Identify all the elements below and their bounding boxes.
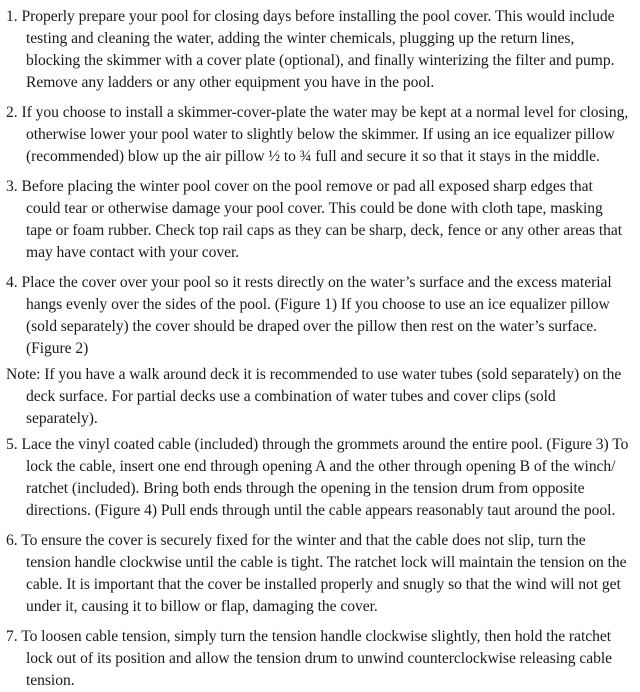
step-text: To ensure the cover is securely fixed for the winter and that the cable does not slip, turn the tension handle clockwise until the cable is tight. The ratchet lock will maintain the tension on the cable. It is important that the cover be installed properly and snugly so that the wind will not get under it, causing it to billow or flap, damaging the cover. (21, 532, 627, 615)
step-number: 5. (6, 436, 18, 453)
instruction-step-5 (6, 434, 630, 522)
instruction-step-2 (6, 102, 630, 168)
step-number: 4. (6, 274, 18, 291)
step-text: Lace the vinyl coated cable (included) through the grommets around the entire pool. (Figure 3) To lock the cable, insert one end through opening A and the other through opening B of the winch/ ratchet (included). Bring both ends through the opening in the tension drum from opposite directions. (Figure 4) Pull ends through until the cable appears reasonably taut around the pool. (21, 436, 629, 519)
note-label: Note: (6, 366, 41, 383)
step-number: 2. (6, 104, 18, 121)
instruction-step-7 (6, 626, 630, 692)
step-text: Before placing the winter pool cover on the pool remove or pad all exposed sharp edges that could tear or otherwise damage your pool cover. This could be done with cloth tape, masking tape or foam rubber. Check top rail caps as they can be sharp, deck, fence or any other areas that may have contact with your cover. (21, 178, 623, 261)
instruction-note (6, 364, 630, 430)
step-number: 6. (6, 532, 18, 549)
instruction-step-6 (6, 530, 630, 618)
instruction-step-1 (6, 6, 630, 94)
instruction-step-4 (6, 272, 630, 360)
step-text: To loosen cable tension, simply turn the tension handle clockwise slightly, then hold the ratchet lock out of its position and allow the tension drum to unwind counterclockwise releasing cable tension. (21, 628, 612, 689)
step-number: 1. (6, 8, 18, 25)
instruction-step-3 (6, 176, 630, 264)
step-text: If you choose to install a skimmer-cover-plate the water may be kept at a normal level for closing, otherwise lower your pool water to slightly below the skimmer. If using an ice equalizer pillow (recommended) blow up the air pillow ½ to ¾ full and secure it so that it stays in the middle. (21, 104, 629, 165)
step-text: Place the cover over your pool so it rests directly on the water’s surface and the excess material hangs evenly over the sides of the pool. (Figure 1) If you choose to use an ice equalizer pillow (sold separately) the cover should be draped over the pillow then rest on the water’s surface. (Figure 2) (21, 274, 612, 357)
note-text: If you have a walk around deck it is recommended to use water tubes (sold separately) on the deck surface. For partial decks use a combination of water tubes and cover clips (sold separately). (26, 366, 622, 427)
step-text: Properly prepare your pool for closing days before installing the pool cover. This would include testing and cleaning the water, adding the winter chemicals, plugging up the return lines, blocking the skimmer with a cover plate (optional), and finally winterizing the filter and pump. Remove any ladders or any other equipment you have in the pool. (21, 8, 615, 91)
step-number: 3. (6, 178, 18, 195)
step-number: 7. (6, 628, 18, 645)
